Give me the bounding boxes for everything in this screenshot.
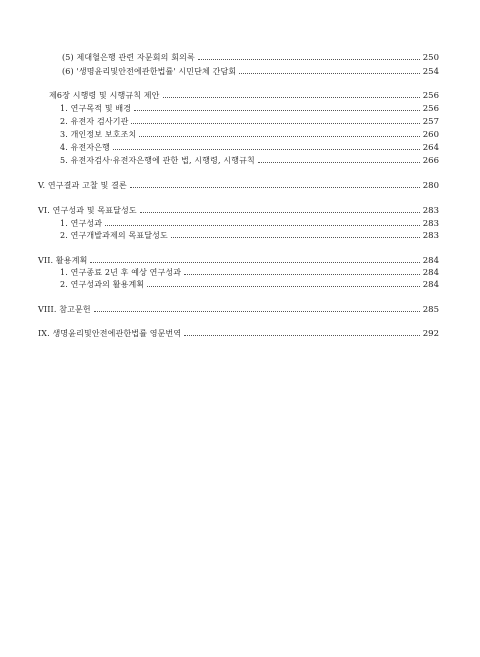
toc-entry	[0, 142, 480, 154]
toc-entry-page: 283	[422, 231, 439, 241]
toc-entry	[0, 66, 480, 78]
toc-leader-dots	[94, 311, 420, 312]
toc-entry-page: 284	[422, 280, 439, 290]
toc-entry	[0, 116, 480, 128]
toc-leader-dots	[171, 237, 420, 238]
toc-entry-page: 284	[422, 268, 439, 278]
toc-entry-page: 257	[422, 117, 439, 127]
toc-entry	[0, 129, 480, 141]
toc-entry-title: 3. 개인정보 보호조치	[60, 130, 137, 139]
toc-entry-title: 5. 유전자검사·유전자은행에 관한 법, 시행령, 시행규칙	[60, 156, 255, 165]
toc-entry-page: 285	[422, 305, 439, 315]
toc-leader-dots	[198, 59, 420, 60]
toc-entry	[0, 155, 480, 167]
toc-entry	[0, 103, 480, 115]
toc-entry-title: 4. 유전자은행	[60, 143, 111, 152]
toc-entry-title: 2. 연구성과의 활용계획	[60, 280, 145, 289]
toc-entry-title: V. 연구결과 고찰 및 결론	[38, 181, 127, 190]
toc-entry-page: 283	[422, 219, 439, 229]
toc-leader-dots	[147, 286, 420, 287]
toc-entry	[0, 267, 480, 279]
toc-entry-page: 256	[422, 91, 439, 101]
toc-entry-title: 2. 연구개발과제의 목표달성도	[60, 231, 168, 240]
toc-entry-page: 264	[422, 143, 439, 153]
toc-entry-page: 256	[422, 104, 439, 114]
toc-entry-page: 283	[422, 206, 439, 216]
toc-entry-title: 1. 연구성과	[60, 219, 103, 228]
toc-leader-dots	[163, 97, 420, 98]
toc-leader-dots	[184, 335, 420, 336]
toc-leader-dots	[139, 136, 420, 137]
toc-entry	[0, 230, 480, 242]
toc-entry	[0, 279, 480, 291]
toc-leader-dots	[258, 162, 420, 163]
toc-leader-dots	[130, 187, 420, 188]
toc-entry	[0, 180, 480, 192]
toc-entry-title: VIII. 참고문헌	[38, 305, 91, 314]
toc-leader-dots	[239, 73, 420, 74]
toc-entry-title: (6) '생명윤리및안전에관한법률' 시민단체 간담회	[62, 67, 237, 76]
toc-entry-page: 260	[422, 130, 439, 140]
toc-entry-title: VII. 활용계획	[38, 256, 88, 265]
toc-entry	[0, 255, 480, 267]
toc-entry	[0, 205, 480, 217]
toc-leader-dots	[134, 110, 420, 111]
toc-entry-page: 250	[422, 53, 439, 63]
toc-leader-dots	[105, 225, 420, 226]
toc-entry-title: 2. 유전자 검사기관	[60, 117, 129, 126]
toc-entry-title: (5) 제대혈은행 관련 자문회의 회의록	[62, 53, 195, 62]
toc-leader-dots	[131, 123, 420, 124]
toc-entry	[0, 218, 480, 230]
toc-entry-title: 1. 연구목적 및 배경	[60, 104, 132, 113]
toc-leader-dots	[140, 212, 420, 213]
toc-entry-page: 280	[422, 181, 439, 191]
toc-entry-title: 1. 연구종료 2년 후 예상 연구성과	[60, 268, 182, 277]
toc-leader-dots	[90, 262, 420, 263]
toc-leader-dots	[184, 274, 420, 275]
toc-entry-title: IX. 생명윤리및안전에관한법률 영문번역	[38, 329, 182, 338]
toc-entry-page: 266	[422, 156, 439, 166]
toc-entry-page: 292	[422, 329, 439, 339]
toc-entry	[0, 304, 480, 316]
toc-entry-title: 제6장 시행령 및 시행규칙 제안	[49, 91, 160, 100]
toc-entry	[0, 90, 480, 102]
toc-leader-dots	[113, 149, 420, 150]
toc-entry-title: VI. 연구성과 및 목표달성도	[38, 206, 137, 215]
toc-entry	[0, 328, 480, 340]
toc-entry-page: 284	[422, 256, 439, 266]
toc-entry	[0, 52, 480, 64]
toc-entry-page: 254	[422, 67, 439, 77]
